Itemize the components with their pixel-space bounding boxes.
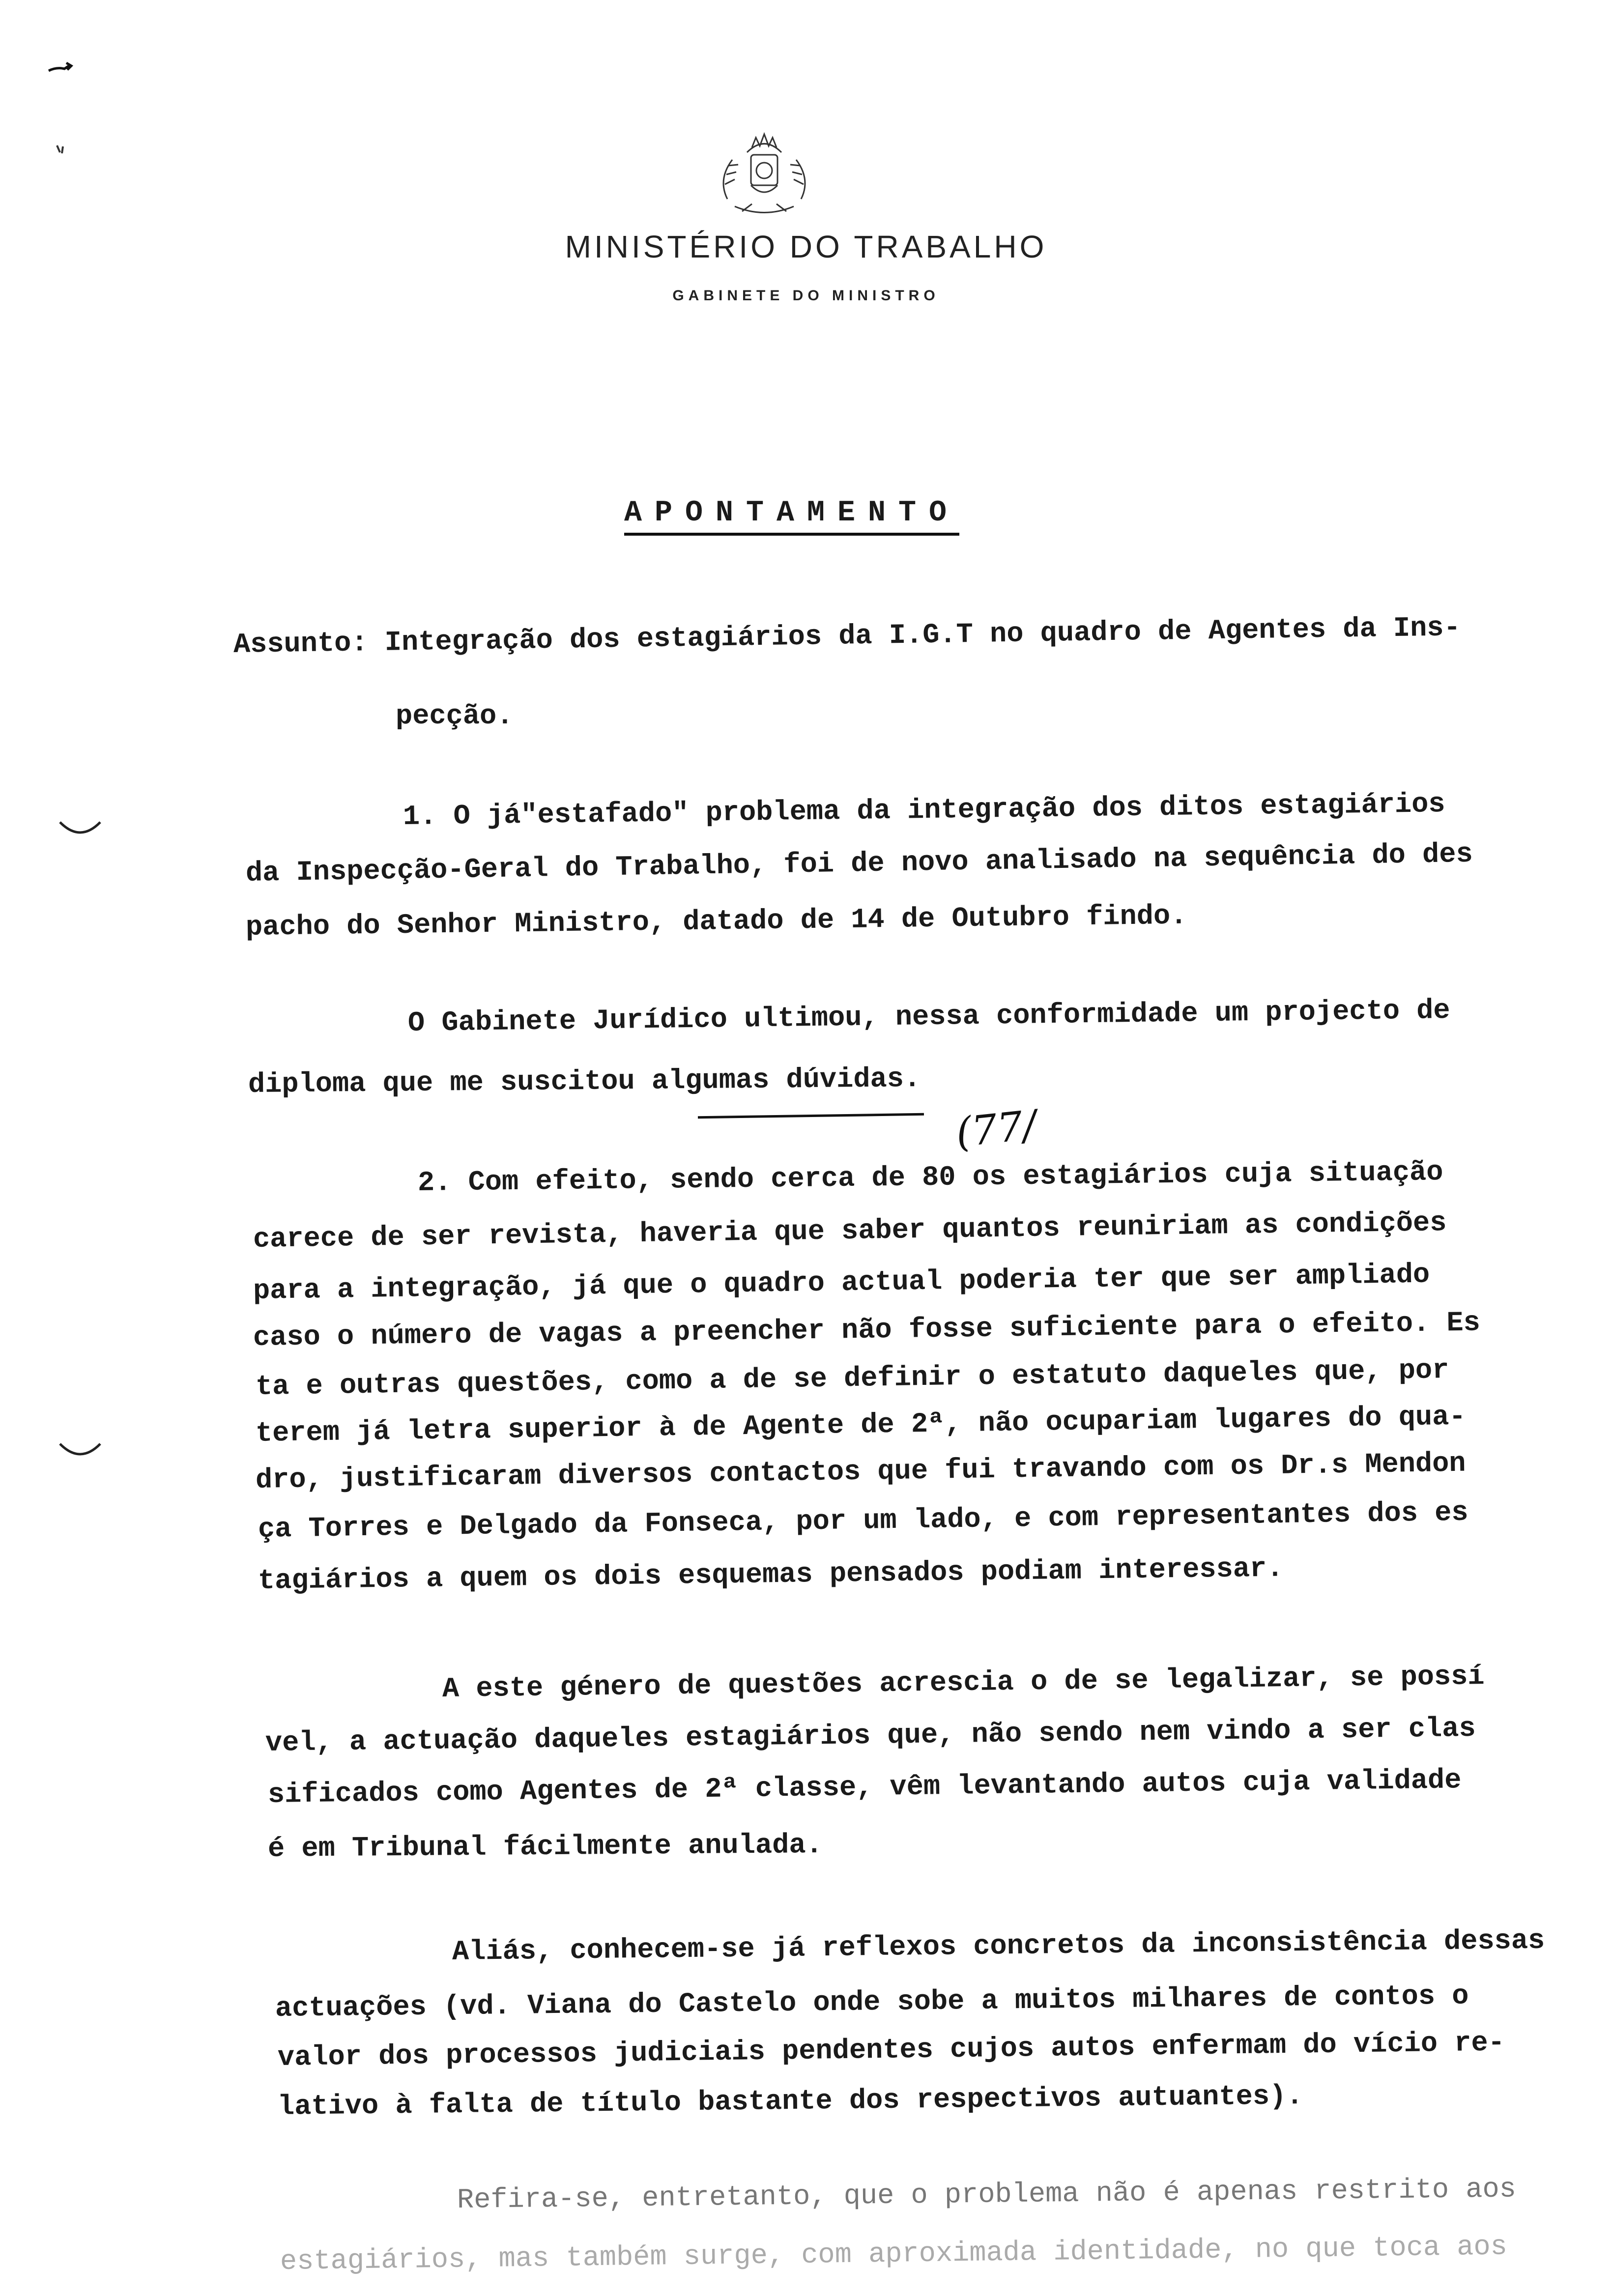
ministry-name: MINISTÉRIO DO TRABALHO [565, 229, 1047, 264]
hole-punch-mark-icon [58, 818, 102, 843]
paragraph-3-line: terem já letra superior à de Agente de 2ª, não ocupariam lugares do qua- [255, 1401, 1467, 1450]
paragraph-3-line: ta e outras questões, como a de se definir o estatuto daqueles que, por [255, 1355, 1449, 1403]
document-title: APONTAMENTO [624, 496, 959, 536]
paragraph-1-line: pacho do Senhor Ministro, datado de 14 de Outubro findo. [245, 900, 1187, 944]
subject-line-continuation: pecção. [396, 701, 514, 732]
paragraph-6-line: Refira-se, entretanto, que o problema não é apenas restrito aos [457, 2174, 1517, 2216]
paragraph-3-line: carece de ser revista, haveria que saber quantos reuniriam as condições [253, 1207, 1447, 1256]
paragraph-3-line: ça Torres e Delgado da Fonseca, por um lado, e com representantes dos es [258, 1497, 1469, 1546]
paragraph-3-line: 2. Com efeito, sendo cerca de 80 os estagiários cuja situação [417, 1157, 1443, 1199]
paragraph-4-line: é em Tribunal fácilmente anulada. [267, 1830, 823, 1865]
coat-of-arms-icon [698, 125, 831, 224]
handwritten-annotation: (77/ [953, 1101, 1039, 1157]
paragraph-3-line: caso o número de vagas a preencher não fosse suficiente para o efeito. Es [253, 1307, 1481, 1354]
paragraph-5-line: actuações (vd. Viana do Castelo onde sobe a muitos milhares de contos o [275, 1980, 1469, 2025]
paragraph-5-line: valor dos processos judiciais pendentes cujos autos enfermam do vício re- [277, 2027, 1505, 2074]
margin-mark-icon [47, 59, 76, 79]
paragraph-6-line: estagiários, mas também surge, com aproximada identidade, no que toca aos [280, 2231, 1508, 2278]
paragraph-3-line: dro, justificaram diversos contactos que fui travando com os Dr.s Mendon [255, 1448, 1467, 1496]
paragraph-2-line: diploma que me suscitou algumas dúvidas. [248, 1063, 921, 1101]
hole-punch-mark-icon [58, 1440, 102, 1464]
paragraph-2-line: O Gabinete Jurídico ultimou, nessa conformidade um projecto de [407, 995, 1450, 1039]
paragraph-5-line: lativo à falta de título bastante dos respectivos autuantes). [277, 2081, 1303, 2123]
paragraph-5-line: Aliás, conhecem-se já reflexos concretos da inconsistência dessas [452, 1925, 1545, 1968]
paragraph-4-line: vel, a actuação daqueles estagiários que, não sendo nem vindo a ser clas [265, 1713, 1476, 1759]
cabinet-name: GABINETE DO MINISTRO [672, 287, 940, 304]
paragraph-1-line: da Inspecção-Geral do Trabalho, foi de novo analisado na sequência do des [245, 838, 1473, 890]
subject-line: Assunto: Integração dos estagiários da I.G.T no quadro de Agentes da Ins- [233, 612, 1461, 661]
handwritten-underline [698, 1113, 924, 1119]
paragraph-3-line: para a integração, já que o quadro actual poderia ter que ser ampliado [253, 1259, 1430, 1307]
paragraph-3-line: tagiários a quem os dois esquemas pensados podiam interessar. [258, 1553, 1284, 1597]
paragraph-4-line: A este género de questões acrescia o de se legalizar, se possí [442, 1661, 1485, 1705]
paragraph-4-line: sificados como Agentes de 2ª classe, vêm levantando autos cuja validade [267, 1765, 1462, 1811]
paragraph-1-line: 1. O já"estafado" problema da integração dos ditos estagiários [403, 789, 1445, 833]
margin-tick-icon [54, 143, 69, 157]
